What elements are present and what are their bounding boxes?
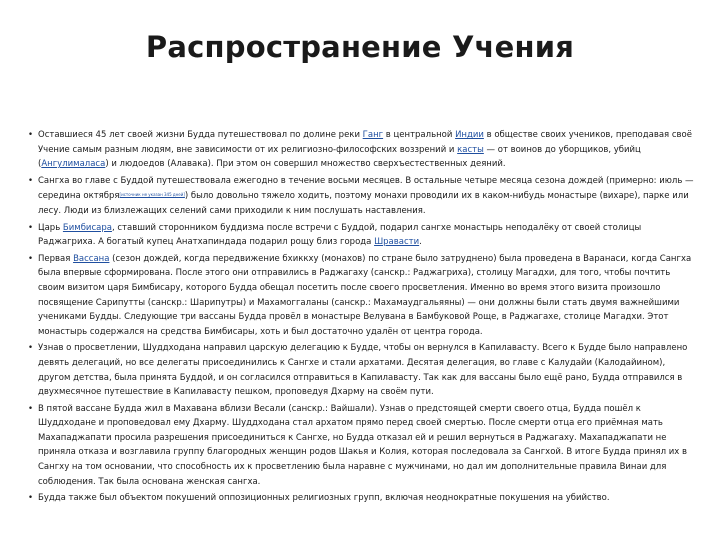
bullet-item-2: • Сангха во главе с Буддой путешествовала ежегодно в течение восьми месяцев. В остальные четыре месяца сезона дождей (примерно: июль — середина октября[источник не указан 345 дней]) было довольно тяжело ходить, поэтому монахи проводили их в каком-нибудь монастыре (вихаре), парке или лесу. Люди из близлежащих селений сами приходили к ним послушать наставления. [28, 175, 694, 216]
source-needed-link[interactable]: [источник не указан 345 дней] [119, 192, 185, 198]
link-shravasti[interactable]: Шравасти [374, 237, 420, 248]
bullet-dot: • [28, 493, 34, 504]
bullet-item-5: • Узнав о просветлении, Шуддходана направил царскую делегацию к Будде, чтобы он вернулся в Капилавасту. Всего к Будде было направлено девять делегаций, но все делегаты присоединились к Сангхе и стали архатами. Десятая делегация, во главе с Калудайи (Калодайином), другом детства, была принята Буддой, и он согласился отправиться в Капилавасту. Так как для вассаны было ещё рано, Будда отправился в двухмесячное путешествие в Капилавасту пешком, проповедуя Дхарму на своём пути. [28, 343, 688, 398]
link-india[interactable]: Индии [455, 130, 484, 140]
link-caste[interactable]: касты [457, 144, 484, 155]
link-ganges[interactable]: Ганг [362, 130, 384, 140]
bullet-dot: • [28, 175, 34, 186]
content-body [28, 128, 696, 508]
bullet-item-3: • Царь Бимбисара, ставший сторонником буддизма после встречи с Буддой, подарил сангхе монастырь неподалёку от своей столицы Раджагриха. А богатый купец Анатхапиндада подарил рощу близ города Шравасти. [28, 222, 642, 248]
bullet-item-1: • Оставшиеся 45 лет своей жизни Будда путешествовал по долине реки Ганг в центральной Индии в обществе своих учеников, преподавая своё Учение самым разным людям, вне зависимости от их религиозно-философских воззрений и касты — от воинов до уборщиков, убийц (Ангулималаса) и людоедов (Алавака). При этом он совершил множество сверхъестественных деяний. [28, 130, 692, 170]
bullet-dot: • [28, 403, 34, 414]
link-vassana[interactable]: Вассана [73, 253, 110, 264]
link-angulimala[interactable]: Ангулималаса [41, 159, 106, 170]
bullet-item-4: • Первая Вассана (сезон дождей, когда передвижение бхиккху (монахов) по стране было затруднено) была проведена в Варанаси, когда Сангха была впервые сформирована. После этого они отправились в Раджагаху (санскр.: Раджагриха), столицу Магадхи, для того, чтобы почтить своим визитом царя Бимбисару, которого Будда обещал посетить после своего просветления. Именно во время этого визита произошло посвящение Сарипутты (санскр.: Шарипутры) и Махамоггаланы (санскр.: Махамаудгальяяны) — они должны были стать двумя важнейшими учениками Будды. Следующие три вассаны Будда провёл в монастыре Велувана в Бамбуковой Роще, в Раджагахе, столице Магадхи. Этот монастырь содержался на средства Бимбисары, хоть и был достаточно удалён от центра города. [28, 253, 692, 337]
slide-title: Распространение Учения [145, 30, 575, 64]
bullet-dot: • [28, 253, 34, 264]
bullet-dot: • [28, 130, 34, 140]
bullet-item-7: • Будда также был объектом покушений оппозиционных религиозных групп, включая неоднократные покушения на убийство. [28, 491, 696, 506]
bullet-dot: • [28, 343, 34, 354]
bullet-item-6: • В пятой вассане Будда жил в Махавана вблизи Весали (санскр.: Вайшали). Узнав о предстоящей смерти своего отца, Будда пошёл к Шуддходане и проповедовал ему Дхарму. Шуддходана стал архатом прямо перед своей смертью. После смерти отца его приёмная мать Махападжапати просила разрешения присоединиться к Сангхе, но Будда отказал ей и решил вернуться в Раджагаху. Махападжапати не приняла отказа и возглавила группу благородных женщин родов Шакья и Колия, которая последовала за Сангхой. В итоге Будда принял их в Сангху на том основании, что способность их к просветлению была наравне с мужчинами, но дал им дополнительные правила Винаи для соблюдения. Так была основана женская сангха. [28, 403, 688, 487]
bullet-dot: • [28, 222, 34, 233]
link-bimbisara[interactable]: Бимбисара [62, 222, 112, 233]
